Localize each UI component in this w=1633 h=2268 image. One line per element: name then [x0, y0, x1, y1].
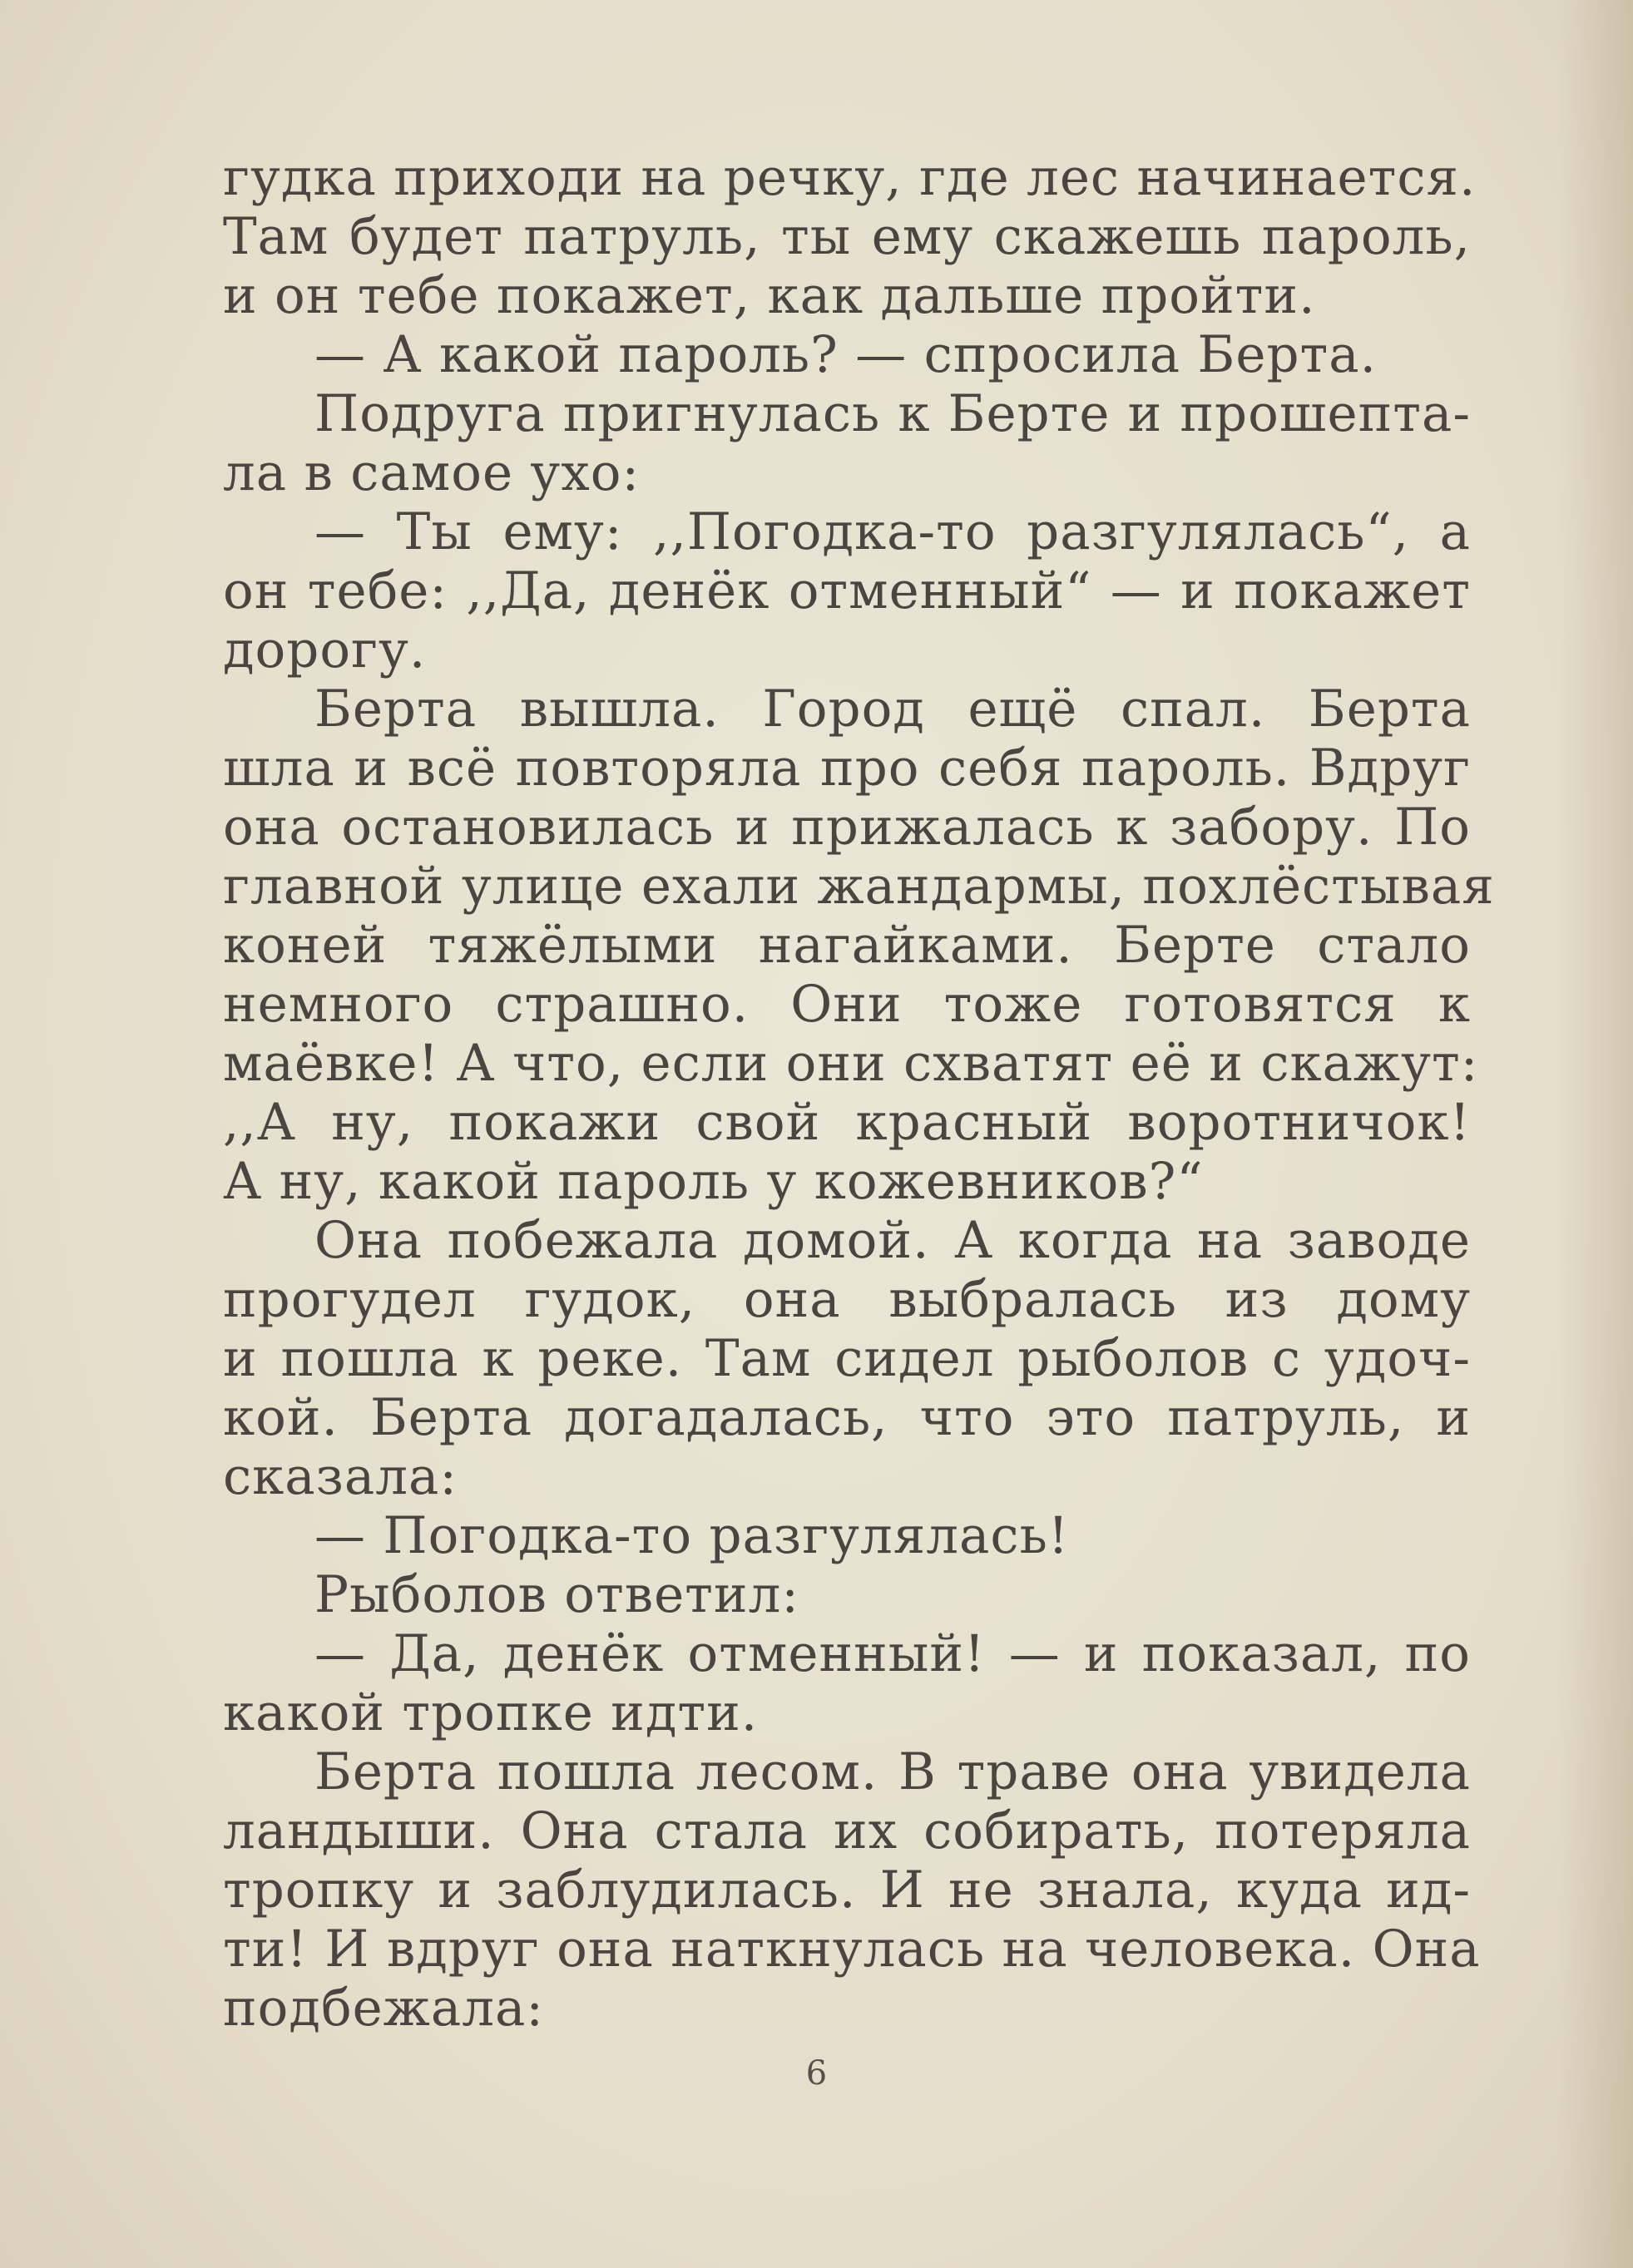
text-line: какой тропке идти.: [223, 1683, 759, 1742]
text-line: ландыши. Она стала их собирать, потеряла: [223, 1801, 1471, 1860]
page-number: 6: [805, 2054, 828, 2093]
text-line: и он тебе покажет, как дальше пройти.: [223, 266, 1316, 325]
text-line: шла и всё повторяла про себя пароль. Вдруг: [223, 739, 1471, 798]
text-line: гудка приходи на речку, где лес начинается.: [223, 148, 1477, 207]
text-line: Рыболов ответил:: [314, 1565, 799, 1624]
text-line: ти! И вдруг она наткнулась на человека. Она: [223, 1920, 1481, 1979]
body-text: [223, 148, 1495, 2038]
page-edge-shadow: [1558, 0, 1633, 2268]
text-line: Она побежала домой. А когда на заводе: [314, 1211, 1471, 1270]
text-line: кой. Берта догадалась, что это патруль, и: [223, 1388, 1471, 1447]
text-line: Берта пошла лесом. В траве она увидела: [314, 1742, 1471, 1801]
text-line: Подруга пригнулась к Берте и прошепта-: [314, 384, 1471, 443]
text-line: ла в самое ухо:: [223, 443, 641, 502]
text-line: он тебе: ,,Да, денёк отменный“ — и покажет: [223, 561, 1471, 620]
text-line: — А какой пароль? — спросила Берта.: [314, 325, 1378, 384]
text-line: ,,А ну, покажи свой красный воротничок!: [223, 1093, 1471, 1152]
text-line: и пошла к реке. Там сидел рыболов с удоч-: [223, 1329, 1471, 1388]
text-line: тропку и заблудилась. И не знала, куда ид-: [223, 1860, 1471, 1920]
text-line: она остановилась и прижалась к забору. По: [223, 798, 1471, 857]
text-line: А ну, какой пароль у кожевников?“: [223, 1152, 1204, 1211]
text-line: — Ты ему: ,,Погодка-то разгулялась“, а: [314, 502, 1471, 561]
text-line: подбежала:: [223, 1979, 544, 2038]
text-line: коней тяжёлыми нагайками. Берте стало: [223, 916, 1471, 975]
text-line: Там будет патруль, ты ему скажешь пароль,: [223, 207, 1471, 266]
text-line: прогудел гудок, она выбралась из дому: [223, 1270, 1471, 1329]
text-line: — Да, денёк отменный! — и показал, по: [314, 1624, 1471, 1683]
text-line: — Погодка-то разгулялась!: [314, 1506, 1070, 1565]
text-line: главной улице ехали жандармы, похлёстывая: [223, 857, 1495, 916]
text-line: Берта вышла. Город ещё спал. Берта: [314, 679, 1471, 739]
text-line: сказала:: [223, 1447, 458, 1506]
text-line: маёвке! А что, если они схватят её и скажут:: [223, 1034, 1479, 1093]
text-line: немного страшно. Они тоже готовятся к: [223, 975, 1471, 1034]
text-line: дорогу.: [223, 620, 427, 679]
